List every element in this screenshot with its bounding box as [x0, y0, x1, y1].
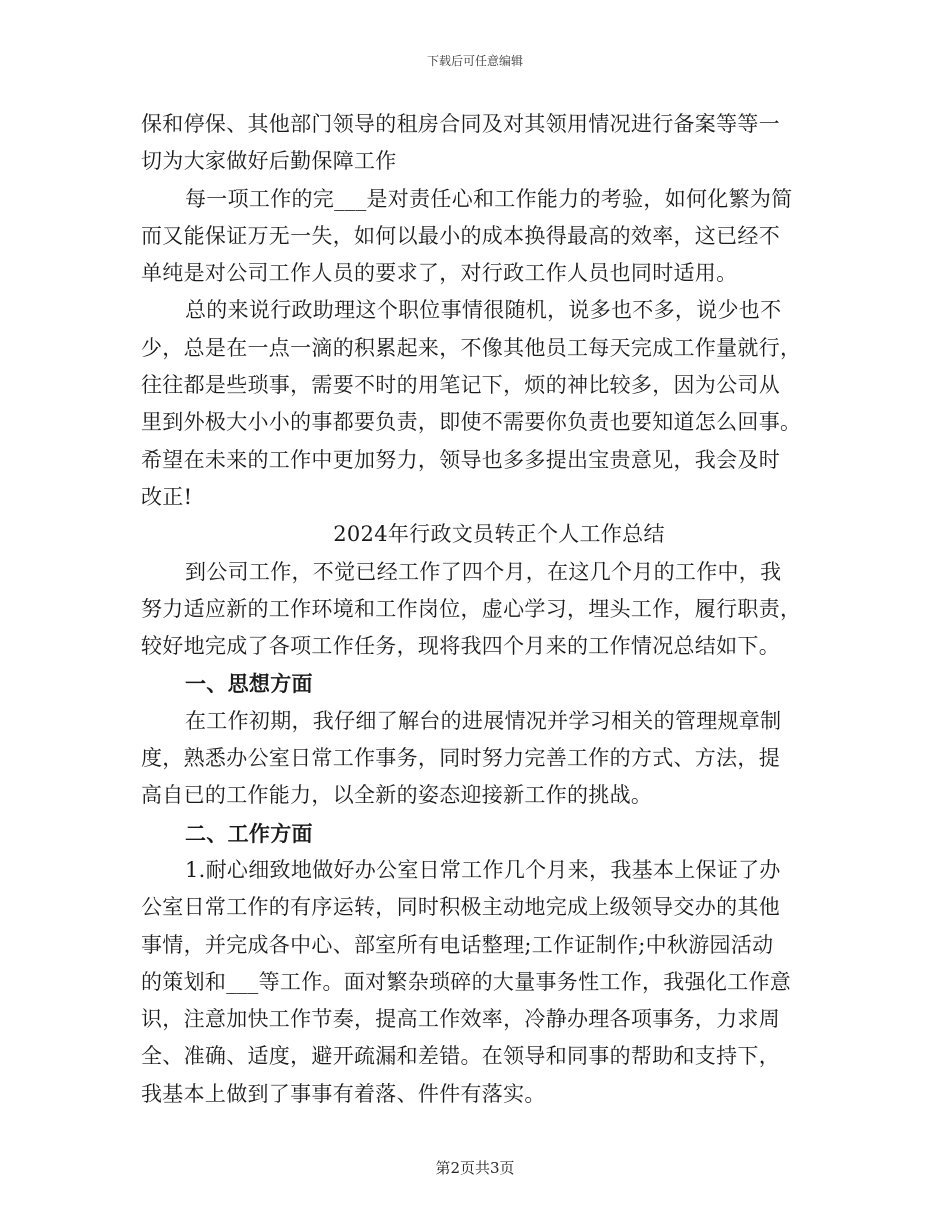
- text-line: 往往都是些琐事，需要不时的用笔记下，烦的神比较多，因为公司从: [141, 373, 780, 398]
- heading-thought: 一、思想方面: [185, 671, 313, 697]
- text-line: 高自已的工作能力，以全新的姿态迎接新工作的挑战。: [141, 783, 653, 808]
- text-line: 公室日常工作的有序运转，同时积极主动地完成上级领导交办的其他: [141, 895, 780, 920]
- text-line: 的策划和___等工作。面对繁杂琐碎的大量事务性工作，我强化工作意: [141, 969, 792, 994]
- text-line: 里到外极大小小的事都要负责，即使不需要你负责也要知道怎么回事。: [141, 410, 802, 435]
- paragraph-start: 总的来说行政助理这个职位事情很随机，说多也不多，说少也不: [185, 298, 782, 323]
- text-line: 度，熟悉办公室日常工作事务，同时努力完善工作的方式、方法，提: [141, 746, 780, 771]
- text-line: 切为大家做好后勤保障工作: [141, 149, 397, 174]
- heading-work: 二、工作方面: [185, 820, 313, 846]
- text-line: 单纯是对公司工作人员的要求了，对行政工作人员也同时适用。: [141, 261, 738, 286]
- paragraph-start: 每一项工作的完___是对责任心和工作能力的考验，如何化繁为简: [185, 186, 793, 211]
- page-number: 第2页共3页: [435, 1159, 515, 1177]
- text-line: 我基本上做到了事事有着落、件件有落实。: [141, 1081, 546, 1106]
- text-line: 保和停保、其他部门领导的租房合同及对其领用情况进行备案等等一: [141, 112, 780, 136]
- paragraph-start: 到公司工作，不觉已经工作了四个月，在这几个月的工作中，我: [185, 559, 782, 584]
- page-header: 下载后可任意编辑: [426, 54, 523, 68]
- text-line: 事情，并完成各中心、部室所有电话整理;工作证制作;中秋游园活动: [141, 932, 774, 957]
- paragraph-start: 在工作初期，我仔细了解台的进展情况并学习相关的管理规章制: [185, 708, 782, 733]
- text-line: 少，总是在一点一滴的积累起来，不像其他员工每天完成工作量就行，: [141, 335, 802, 360]
- paragraph-start: 1.耐心细致地做好办公室日常工作几个月来，我基本上保证了办: [185, 857, 781, 882]
- text-line: 识，注意加快工作节奏，提高工作效率，冷静办理各项事务，力求周: [141, 1007, 780, 1032]
- section-title: 2024年行政文员转正个人工作总结: [333, 522, 665, 547]
- text-line: 全、准确、适度，避开疏漏和差错。在领导和同事的帮助和支持下，: [141, 1044, 780, 1069]
- text-line: 努力适应新的工作环境和工作岗位，虚心学习，埋头工作，履行职责，: [141, 596, 802, 621]
- document-body: [141, 106, 813, 1113]
- text-line: 较好地完成了各项工作任务，现将我四个月来的工作情况总结如下。: [141, 634, 780, 659]
- text-line: 改正!: [141, 484, 193, 509]
- text-line: 而又能保证万无一失，如何以最小的成本换得最高的效率，这已经不: [141, 223, 780, 248]
- text-line: 希望在未来的工作中更加努力，领导也多多提出宝贵意见，我会及时: [141, 447, 780, 472]
